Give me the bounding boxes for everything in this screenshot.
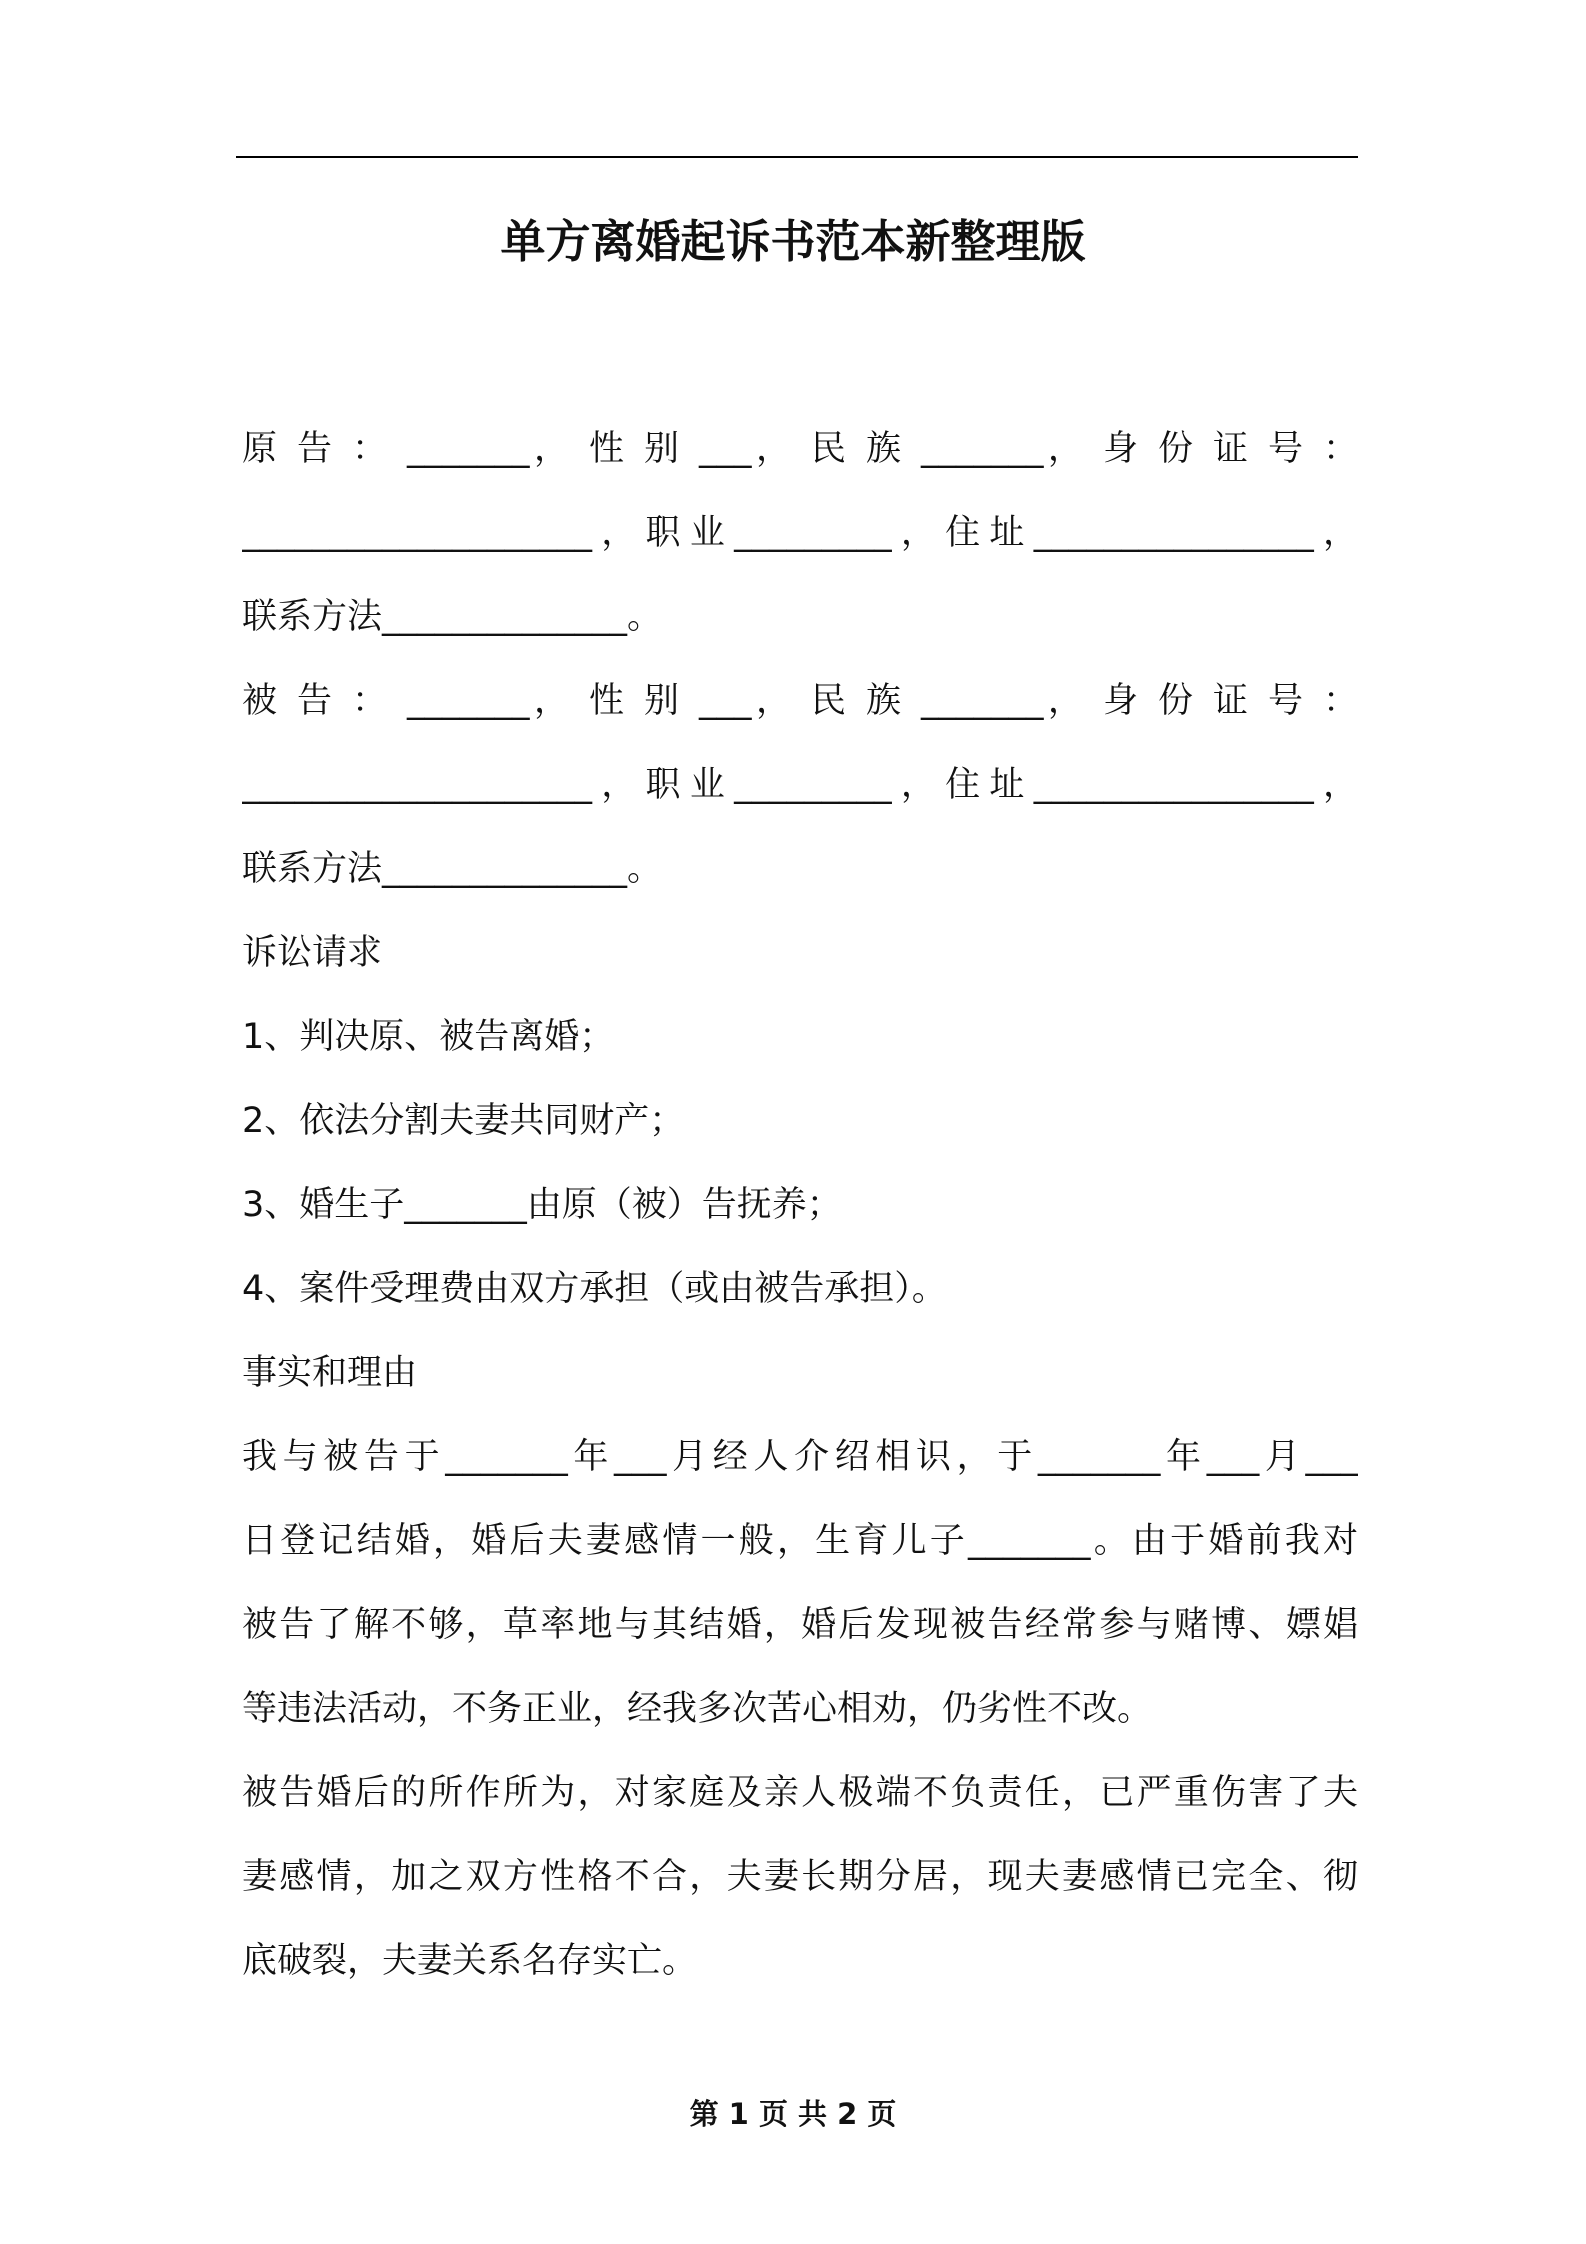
claim-item-3: 3、婚生子_______由原（被）告抚养； xyxy=(242,1185,842,1225)
document-title: 单方离婚起诉书范本新整理版 xyxy=(500,215,1086,268)
defendant-line-1: 被 告 ： _______， 性 别 ___， 民 族 _______， 身 份 证 号 ： xyxy=(242,681,1358,721)
defendant-line-3: 联系方法______________。 xyxy=(242,849,663,889)
facts-line-4: 等违法活动，不务正业，经我多次苦心相劝，仍劣性不改。 xyxy=(242,1689,1153,1729)
page-number: 第 1 页 共 2 页 xyxy=(689,2097,897,2131)
facts-line-6: 妻感情，加之双方性格不合，夫妻长期分居，现夫妻感情已完全、彻 xyxy=(242,1857,1358,1897)
claim-item-2: 2、依法分割夫妻共同财产； xyxy=(242,1101,685,1141)
section-heading-facts: 事实和理由 xyxy=(242,1353,418,1393)
facts-line-5: 被告婚后的所作所为，对家庭及亲人极端不负责任，已严重伤害了夫 xyxy=(242,1773,1358,1813)
facts-line-3: 被告了解不够，草率地与其结婚，婚后发现被告经常参与赌博、嫖娼 xyxy=(242,1605,1358,1645)
section-heading-claims: 诉讼请求 xyxy=(242,933,383,973)
facts-line-1: 我与被告于_______年___月经人介绍相识，于_______年___月___ xyxy=(242,1437,1358,1477)
claim-item-4: 4、案件受理费由双方承担（或由被告承担）。 xyxy=(242,1269,947,1309)
facts-line-2: 日登记结婚，婚后夫妻感情一般，生育儿子_______。由于婚前我对 xyxy=(242,1521,1358,1561)
claim-item-1: 1、判决原、被告离婚； xyxy=(242,1017,615,1057)
plaintiff-line-1: 原 告 ： _______， 性 别 ___， 民 族 _______， 身 份 证 号 ： xyxy=(242,429,1358,469)
plaintiff-line-3: 联系方法______________。 xyxy=(242,597,663,637)
defendant-line-2: ____________________，职业_________，住址________________， xyxy=(242,765,1358,805)
document-body xyxy=(242,407,1358,2003)
plaintiff-line-2: ____________________，职业_________，住址________________， xyxy=(242,513,1358,553)
facts-line-7: 底破裂，夫妻关系名存实亡。 xyxy=(242,1941,698,1981)
header-rule xyxy=(236,156,1358,158)
